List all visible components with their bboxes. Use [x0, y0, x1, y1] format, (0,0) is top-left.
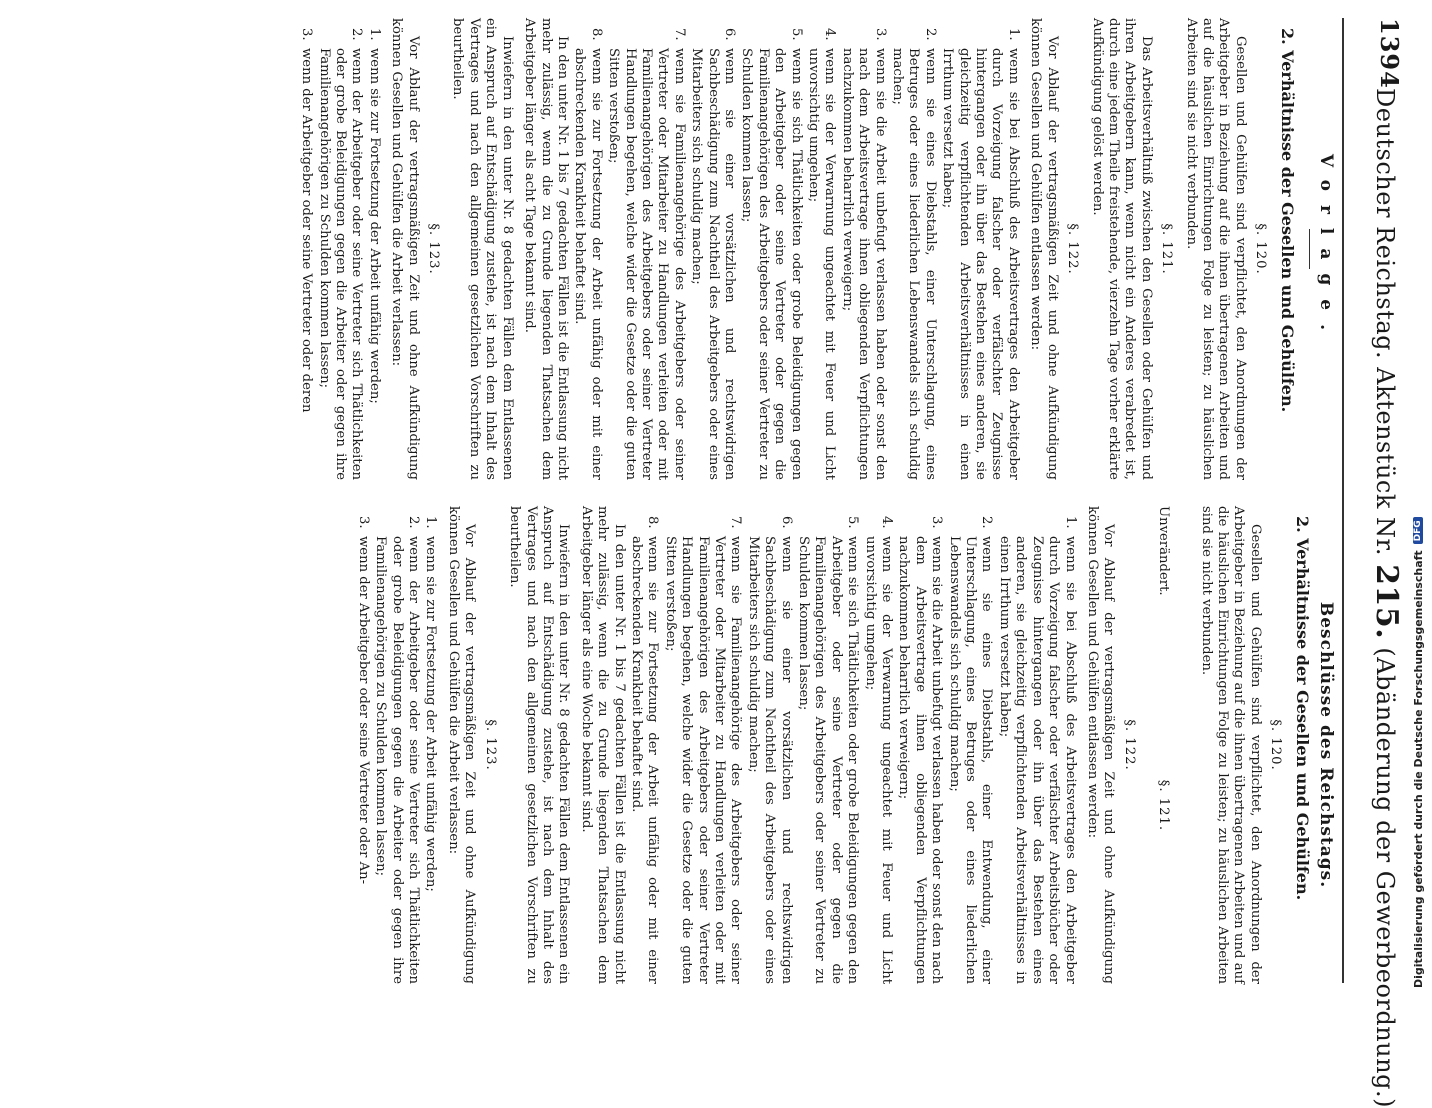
list-item: 5.wenn sie sich Thätlichkeiten oder grobe Beleidigungen gegen den Arbeitgeber oder seine Vertreter oder gegen die Familienangehörigen des Arbeitgebers oder seiner Vertreter zu Schulden kommen lassen;	[796, 516, 861, 984]
list-item: 4.wenn sie der Verwarnung ungeachtet mit Feuer und Licht unvorsichtig umgehen;	[806, 28, 838, 480]
list-item: 5.wenn sie sich Thätlichkeiten oder grobe Beleidigungen gegen den Arbeitgeber oder seine Vertreter oder gegen die Familienangehörigen des Arbeitgebers oder seiner Vertreter zu Schulden kommen lassen;	[739, 28, 804, 480]
title-rule	[1309, 229, 1310, 269]
enumeration-list	[298, 18, 382, 480]
paragraph-text: Gesellen und Gehülfen sind verpflichtet, den Anordnungen der Arbeitgeber in Beziehung auf die ihnen übertragenen Arbeiten und auf die häuslichen Einrichtungen Folge zu leisten; zu häuslichen Arbeiten sind sie nicht verbunden.	[1198, 506, 1263, 984]
paragraph-text: Das Arbeitsverhältniß zwischen den Gesellen oder Gehülfen und ihren Arbeitgebern kann, wenn nicht ein Anderes verabredet ist, durch eine jedem Theile freistehende, vierzehn Tage vorher erklärte Aufkündigung gelöst werden.	[1089, 18, 1154, 480]
paragraph-number: §. 120.	[1268, 719, 1284, 771]
list-item: 6.wenn sie einer vorsätzlichen und rechtswidrigen Sachbeschädigung zum Nachtheil des Arbeitgebers oder eines Mitarbeiters sich schuldig machen;	[689, 28, 737, 480]
column-vorlage	[297, 18, 1336, 480]
paragraph-text: Vor Ablauf der vertragsmäßigen Zeit und ohne Aufkündigung können Gesellen und Gehülfen die Arbeit verlassen:	[389, 18, 421, 480]
paragraph-text: Gesellen und Gehülfen sind verpflichtet, den Anordnungen der Arbeitgeber in Beziehung auf die ihnen übertragenen Arbeiten und auf die häuslichen Einrichtungen Folge zu leisten; zu häuslichen Arbeiten sind sie nicht verbunden.	[1183, 18, 1248, 480]
running-title-suffix: (Abänderung der Gewerbeordnung.)	[1371, 647, 1399, 1108]
list-item: 2.wenn sie eines Diebstahls, einer Unterschlagung, eines Betruges oder eines liederlichen Lebenswandels sich schuldig machen;	[890, 28, 938, 480]
paragraph-text: Inwiefern in den unter Nr. 8 gedachten Fällen dem Entlassenen ein Anspruch auf Entschädigung zustehe, ist nach dem Inhalt des Vertrages und nach den allgemeinen gesetzlichen Vorschriften zu beurtheilen.	[507, 506, 572, 984]
paragraph-text: In den unter Nr. 1 bis 7 gedachten Fällen ist die Entlassung nicht mehr zulässig, wenn die zu Grunde liegenden Thatsachen dem Arbeitgeber länger als eine Woche bekannt sind.	[578, 506, 627, 984]
paragraph-number: §. 121.	[1159, 223, 1175, 275]
running-title-prefix: Deutscher Reichstag. Aktenstück Nr.	[1371, 88, 1399, 556]
unchanged-label: Unverändert.	[1156, 506, 1172, 596]
list-item: 3.wenn der Arbeitgeber oder seine Vertreter oder An-	[355, 516, 371, 885]
page-header	[1344, 18, 1404, 1108]
unchanged-note	[1151, 506, 1179, 984]
paragraph-text: In den unter Nr. 1 bis 7 gedachten Fällen ist die Entlassung nicht mehr zulässig, wenn die zu Grunde liegenden Thatsachen dem Arbeitgeber länger als acht Tage bekannt sind.	[522, 18, 570, 480]
column-beschluesse	[353, 506, 1336, 984]
digitization-credit	[1409, 28, 1427, 988]
list-item: 3.wenn sie die Arbeit unbefugt verlassen haben oder sonst den nach dem Arbeitsvertrage ihnen obliegenden Verpflichtungen nachzukommen beharrlich verweigern;	[839, 28, 888, 480]
enumeration-list	[628, 506, 1078, 984]
list-item: 6.wenn sie einer vorsätzlichen und rechtswidrigen Sachbeschädigung zum Nachtheil des Arbeitgebers oder eines Mitarbeiters sich schuldig machen;	[745, 516, 794, 984]
paragraph-number: §. 121.	[1156, 779, 1172, 832]
section-heading: 2. Verhältnisse der Gesellen und Gehülfen.	[1292, 516, 1312, 901]
list-item: 7.wenn sie Familienangehörige des Arbeitgebers oder seiner Vertreter oder Mitarbeiter zu Handlungen verleiten oder mit Familienangehörigen des Arbeitgebers oder seiner Vertreter Handlungen begehen, welche wider die Gesetze oder die guten Sitten verstoßen;	[662, 516, 744, 984]
list-item: 1.wenn sie zur Fortsetzung der Arbeit unfähig werden;	[423, 516, 439, 892]
paragraph-text: Inwiefern in den unter Nr. 8 gedachten Fällen dem Entlassenen ein Anspruch auf Entschädigung zustehe, ist nach dem Inhalt des Vertrages und nach den allgemeinen gesetzlichen Vorschriften zu beurtheilen.	[450, 18, 515, 480]
list-item: 1.wenn sie bei Abschluß des Arbeitsvertrages den Arbeitgeber durch Vorzeigung falscher oder verfälschter Arbeitsbücher oder Zeugnisse hintergangen oder ihn über das Bestehen eines anderen, sie gleichzeitig verpflichtenden Arbeitsverhältnisses in einen Irrthum versetzt haben;	[996, 516, 1078, 984]
list-item: 8.wenn sie zur Fortsetzung der Arbeit unfähig oder mit einer abschreckenden Krankheit behaftet sind.	[572, 28, 604, 480]
list-item: 8.wenn sie zur Fortsetzung der Arbeit unfähig oder mit einer abschreckenden Krankheit behaftet sind.	[628, 516, 661, 984]
paragraph-number: §. 122.	[1065, 223, 1081, 275]
running-title	[1369, 88, 1404, 1108]
paragraph-text: Vor Ablauf der vertragsmäßigen Zeit und ohne Aufkündigung können Gesellen und Gehülfen entlassen werden:	[1084, 506, 1117, 984]
list-item: 7.wenn sie Familienangehörige des Arbeitgebers oder seiner Vertreter oder Mitarbeiter zu Handlungen verleiten oder mit Familienangehörigen des Arbeitgebers oder seiner Vertreter Handlungen begehen, welche wider die Gesetze oder die guten Sitten verstoßen;	[606, 28, 687, 480]
header-rule	[1342, 18, 1344, 983]
credit-text: Digitalisierung gefördert durch die Deutsche Forschungsgemeinschaft	[1411, 550, 1425, 988]
paragraph-number: §. 122.	[1121, 719, 1137, 771]
list-item: 1.wenn sie bei Abschluß des Arbeitsvertrages den Arbeitgeber durch Vorzeigung falscher oder verfälschter Zeugnisse hintergangen oder ihn über das Bestehen eines anderen, sie gleichzeitig verpflichtenden Arbeitsverhältnisses in einen Irrthum versetzt haben;	[940, 28, 1021, 480]
document-number: 215.	[1369, 564, 1404, 640]
page-number: 1394	[1375, 18, 1404, 89]
list-item: 3.wenn der Arbeitgeber oder seine Vertreter oder deren	[299, 28, 315, 413]
column-title: Beschlüsse des Reichstags.	[1316, 601, 1336, 889]
enumeration-list	[354, 506, 438, 984]
enumeration-list	[571, 18, 1021, 480]
paragraph-number: §. 120.	[1253, 223, 1269, 275]
paragraph-number: §. 123.	[426, 223, 442, 275]
paragraph-text: Vor Ablauf der vertragsmäßigen Zeit und ohne Aufkündigung können Gesellen und Gehülfen die Arbeit verlassen:	[445, 506, 478, 984]
paragraph-number: §. 123.	[482, 719, 498, 771]
list-item: 1.wenn sie zur Fortsetzung der Arbeit unfähig werden;	[366, 28, 382, 404]
list-item: 2.wenn sie eines Diebstahls, einer Entwendung, einer Unterschlagung, eines Betruges oder eines liederlichen Lebenswandels sich schuldig machen;	[946, 516, 995, 984]
section-heading: 2. Verhältnisse der Gesellen und Gehülfen.	[1277, 28, 1297, 413]
list-item: 3.wenn sie die Arbeit unbefugt verlassen haben oder sonst den nach dem Arbeitsvertrage ihnen obliegenden Verpflichtungen nachzukommen beharrlich verweigern;	[896, 516, 945, 984]
list-item: 2.wenn der Arbeitgeber oder seine Vertreter sich Thätlichkeiten oder grobe Beleidigungen gegen die Arbeiter oder gegen ihre Familienangehörigen zu Schulden kommen lassen;	[373, 516, 422, 984]
list-item: 4.wenn sie der Verwarnung ungeachtet mit Feuer und Licht unvorsichtig umgehen;	[862, 516, 895, 984]
paragraph-text: Vor Ablauf der vertragsmäßigen Zeit und ohne Aufkündigung können Gesellen und Gehülfen entlassen werden:	[1028, 18, 1060, 480]
dfg-logo-icon: DFG	[1413, 517, 1423, 544]
column-title: Vorlage.	[1316, 153, 1336, 345]
list-item: 2.wenn der Arbeitgeber oder seine Vertreter sich Thätlichkeiten oder grobe Beleidigungen gegen die Arbeiter oder gegen ihre Familienangehörigen zu Schulden kommen lassen;	[316, 28, 365, 480]
